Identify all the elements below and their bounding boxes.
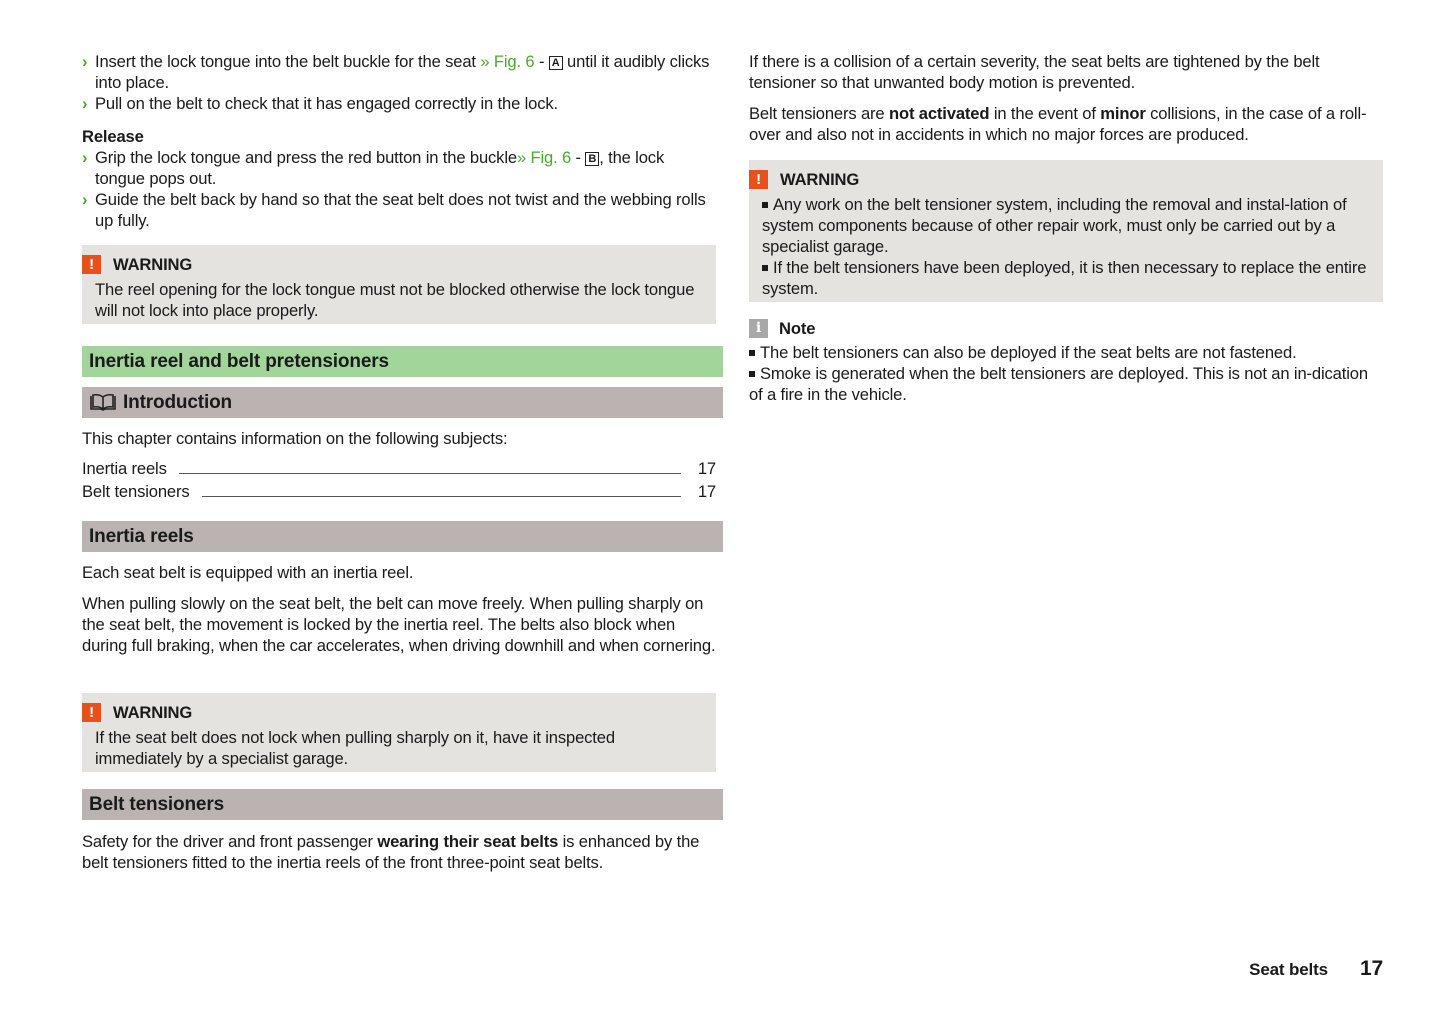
page-footer [1249,958,1383,980]
emphasis: wearing their seat belts [377,832,559,851]
warning-item-text: Any work on the belt tensioner system, including the removal and instal-lation of system components because of other repair work, must only be carried out by a specialist garage. [762,195,1347,256]
step-text: Pull on the belt to check that it has engaged correctly in the lock. [95,94,558,113]
text: in the event of [989,104,1101,123]
toc-page: 17 [697,482,716,501]
step-item [82,147,716,189]
text: Belt tensioners are [749,104,889,123]
warning-icon: ! [749,170,768,189]
paragraph: Each seat belt is equipped with an inertia reel. [82,563,414,582]
paragraph: When pulling slowly on the seat belt, the belt can move freely. When pulling sharply on the seat belt, the movement is locked by the inertia reel. The belts also block when during full braking, when the car accelerates, when driving downhill and when cornering. [82,594,716,655]
text: collisions, in the case of a roll-over and also not in accidents in which no major forces are produced. [749,104,1367,144]
step-text: until it audibly clicks into place. [95,52,710,92]
warning-icon: ! [82,703,101,722]
chevron-right-icon: › [82,148,88,167]
warning-text: If the seat belt does not lock when pulling sharply on it, have it inspected immediately by a specialist garage. [95,728,615,768]
belt-tensioners-heading: Belt tensioners [82,789,723,820]
fig-link[interactable]: » Fig. 6 [516,148,572,167]
intro-text: This chapter contains information on the following subjects: [82,429,508,448]
step-text: Guide the belt back by hand so that the seat belt does not twist and the webbing rolls up fully. [95,190,706,230]
text: is enhanced by the belt tensioners fitted to the inertia reels of the front three-point seat belts. [82,832,700,872]
toc-label: Belt tensioners [82,482,190,501]
warning-box [749,160,1383,302]
separator: - [571,148,586,167]
warning-title: WARNING [113,702,193,722]
warning-title: WARNING [780,169,860,189]
note-title: Note [779,318,816,338]
note-box [749,318,1383,405]
chevron-right-icon: › [82,52,88,71]
bullet-icon [762,265,768,271]
fasten-steps [82,51,716,114]
step-text: , the lock tongue pops out. [95,148,665,188]
fig-key-label: A [549,56,563,70]
note-item [749,342,1383,363]
introduction-title: Introduction [123,392,233,413]
separator: - [534,52,549,71]
toc-item-inertia-reels[interactable] [82,456,716,479]
toc-leader [202,496,681,497]
bullet-icon [749,350,755,356]
chapter-title: Seat belts [1249,960,1328,979]
text: Safety for the driver and front passenger [82,832,378,851]
step-text: Grip the lock tongue and press the red button in the buckle [95,148,517,167]
warning-box [82,693,716,772]
introduction-heading [82,387,723,418]
paragraph [82,831,716,873]
fig-link[interactable]: » Fig. 6 [480,52,535,71]
fig-key-label: B [585,152,599,166]
warning-item [762,194,1371,257]
warning-item-text: If the belt tensioners have been deployed, it is then necessary to replace the entire system. [762,258,1367,298]
bullet-icon [749,371,755,377]
step-item [82,93,716,114]
release-section [82,126,716,231]
step-item [82,189,716,231]
toc-item-belt-tensioners[interactable] [82,479,716,502]
info-icon: i [749,319,768,338]
page-number: 17 [1359,957,1383,980]
release-heading: Release [82,127,144,146]
toc-leader [179,473,681,474]
note-item-text: Smoke is generated when the belt tensioners are deployed. This is not an in-dication of a fire in the vehicle. [749,364,1368,404]
inertia-reels-body [82,562,716,656]
emphasis: minor [1100,104,1146,123]
inertia-reels-heading: Inertia reels [82,521,723,552]
paragraph [749,103,1383,145]
chevron-right-icon: › [82,190,88,209]
step-text: Insert the lock tongue into the belt buckle for the seat [95,52,481,71]
toc-page: 17 [697,459,716,478]
warning-box [82,245,716,324]
section-heading: Inertia reel and belt pretensioners [82,346,723,377]
warning-list [749,194,1383,299]
step-item [82,51,716,93]
warning-icon: ! [82,255,101,274]
paragraph: If there is a collision of a certain severity, the seat belts are tightened by the belt tensioner so that unwanted body motion is prevented. [749,52,1320,92]
note-item [749,363,1383,405]
toc-label: Inertia reels [82,459,167,478]
warning-text: The reel opening for the lock tongue must not be blocked otherwise the lock tongue will not lock into place properly. [95,280,695,320]
emphasis: not activated [888,104,990,123]
toc-list [82,456,716,502]
book-icon [89,390,117,421]
chevron-right-icon: › [82,94,88,113]
note-item-text: The belt tensioners can also be deployed if the seat belts are not fastened. [760,343,1297,362]
warning-item [762,257,1371,299]
bullet-icon [762,202,768,208]
warning-title: WARNING [113,254,193,274]
